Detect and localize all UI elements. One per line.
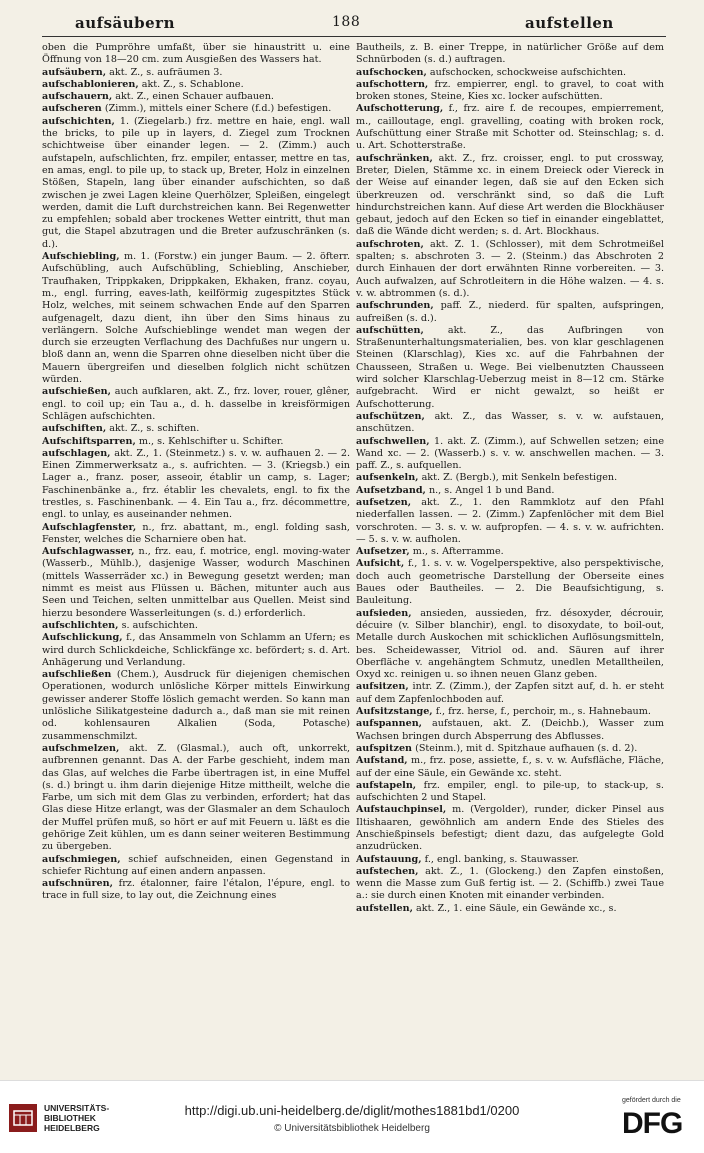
- entry-lemma: aufspitzen: [356, 742, 413, 754]
- entry-text: f., das Ansammeln von Schlamm an Ufern; es wird durch Schlickdeiche, Schlickfänge xc. befördert; s. d. Art. Anhägerung und Verlandung.: [42, 632, 350, 668]
- dictionary-entry: [356, 325, 664, 411]
- dictionary-entry: [42, 854, 350, 879]
- dictionary-entry: [42, 436, 350, 448]
- entry-text: akt. Z., s. aufräumen 3.: [109, 66, 223, 78]
- dictionary-entry: [42, 522, 350, 547]
- dictionary-entry: [42, 632, 350, 669]
- entry-lemma: Aufschlickung,: [42, 632, 123, 644]
- dictionary-entry: [356, 608, 664, 682]
- entry-text: f., frz. aire f. de recoupes, empierrement, m., cailloutage, engl. gravelling, coating with broken rock, Aufschüttung einer Straße mit Schotter od. Steinschlag; s. d. u. Art. Schotterstraße.: [356, 103, 664, 152]
- entry-lemma: Aufsetzband,: [356, 484, 426, 496]
- entry-lemma: aufschränken,: [356, 152, 433, 164]
- dictionary-entry: [356, 153, 664, 239]
- entry-text: auch aufklaren, akt. Z., frz. lover, rouer, glêner, engl. to coil up; ein Tau a., d. h. dasselbe in kreisförmigen Schlägen aufschichten.: [42, 386, 350, 422]
- entry-lemma: aufschwellen,: [356, 435, 430, 447]
- dictionary-entry: [356, 436, 664, 473]
- header-rule: [42, 36, 666, 37]
- entry-lemma: aufschablonieren,: [42, 78, 139, 90]
- header-left-word: aufsäubern: [75, 14, 175, 32]
- entry-lemma: aufsieden,: [356, 607, 412, 619]
- entry-text: frz. empiler, engl. to pile-up, to stack-up, s. aufschichten 2 und Stapel.: [356, 779, 664, 804]
- entry-lemma: Aufstauung,: [356, 853, 422, 865]
- entry-text: oben die Pumpröhre umfaßt, über sie hinaustritt u. eine Öffnung von 18—20 cm. zum Ausgießen des Wassers hat.: [42, 42, 350, 66]
- entry-lemma: aufschlichten,: [42, 619, 119, 631]
- dictionary-entry: [356, 300, 664, 325]
- entry-text: s. aufschichten.: [121, 619, 198, 631]
- entry-text: akt. Z., 1. eine Säule, ein Gewände xc., s.: [416, 902, 617, 914]
- entry-text: akt. Z., 1. (Steinmetz.) s. v. w. aufhauen 2. — 2. Einen Zimmerwerksatz a., s. aufrichten. — 3. (Kriegsb.) ein Lager a., franz. poser, asseoir, établir un camp, s. Lager; Faschinenbänke a., frz. établir les chevalets, engl. to fix the trestles, s. Faschinenbank. — 4. Ein Tau a., frz. décommettre, engl. to unlay, es auseinander nehmen.: [42, 447, 350, 521]
- dictionary-entry: [356, 411, 664, 436]
- entry-text: m., s. Afterramme.: [412, 546, 504, 558]
- dictionary-entry: [356, 558, 664, 607]
- entry-lemma: aufsäubern,: [42, 66, 107, 78]
- entry-text: akt. Z., 1. (Glockeng.) den Zapfen einstoßen, wenn die Masse zum Guß fertig ist. — 2. (Schiffb.) zwei Taue a.: sie durch einen Knoten mit einander verbinden.: [356, 865, 664, 902]
- right-column: [356, 42, 664, 1074]
- header-right-word: aufstellen: [525, 14, 614, 32]
- dictionary-entry: [356, 546, 664, 558]
- entry-text: f., 1. s. v. w. Vogelperspektive, also perspektivische, doch auch geometrische Darstellung der Oberseite eines Baues oder Bautheiles. — 2. Die Beaufsichtigung, s. Bauleitung.: [356, 558, 664, 607]
- dictionary-entry: [356, 239, 664, 300]
- dictionary-entry: [356, 854, 664, 866]
- dictionary-entry: [356, 804, 664, 853]
- entry-text: n., frz. eau, f. motrice, engl. moving-water (Wasserb., Mühlb.), dasjenige Wasser, wodurch Maschinen (mittels Wasserräder xc.) in Bewegung gesetzt werden; man nimmt es meist aus Flüssen u. Bächen, mitunter auch aus Seen und Teichen, selten unmittelbar aus Quellen. Meist sind hierzu besondere Wasserleitungen (s. d.) erforderlich.: [42, 546, 350, 619]
- dictionary-entry: [356, 706, 664, 718]
- entry-lemma: Aufstand,: [356, 755, 408, 767]
- dfg-logo: DFG: [622, 1107, 683, 1140]
- entry-text: akt. Z. (Bergb.), mit Senkeln befestigen.: [421, 472, 618, 484]
- institution-name: UNIVERSITÄTS-BIBLIOTHEK HEIDELBERG: [44, 1103, 110, 1133]
- entry-lemma: aufschroten,: [356, 238, 424, 250]
- entry-text: (Zimm.), mittels einer Schere (f.d.) befestigen.: [104, 103, 332, 115]
- copyright-line: [0, 1123, 704, 1134]
- dictionary-entry: [42, 620, 350, 632]
- entry-text: n., frz. abattant, m., engl. folding sash, Fenster, welches die Scharniere oben hat.: [42, 521, 350, 545]
- entry-lemma: Aufsetzer,: [356, 546, 410, 558]
- dictionary-entry: [356, 485, 664, 497]
- entry-lemma: aufschiften,: [42, 423, 107, 435]
- dictionary-entry: [356, 866, 664, 903]
- entry-lemma: aufschmiegen,: [42, 853, 121, 865]
- entry-text: 1. akt. Z. (Zimm.), auf Schwellen setzen; eine Wand xc. — 2. (Wasserb.) s. v. w. anschwellen machen. — 3. paff. Z., s. aufquellen.: [356, 435, 664, 472]
- dictionary-entry: [42, 91, 350, 103]
- entry-text: (Chem.), Ausdruck für diejenigen chemischen Operationen, wodurch unlösliche Körper mittels Einwirkung gewisser anderer Stoffe löslich gemacht werden. So kann man unlösliche Silikatgesteine dadurch a., daß man sie mit reinen od. kohlensauren Alkalien (Soda, Potasche) zusammenschmilzt.: [42, 669, 350, 742]
- entry-lemma: aufstellen,: [356, 902, 413, 914]
- entry-lemma: aufschottern,: [356, 78, 429, 90]
- entry-text: 1. (Ziegelarb.) frz. mettre en haie, engl. wall the bricks, to pile up in layers, d. Ziegel zum Trocknen schichtweise über einander legen. — 2. (Zimm.) auch aufstapeln, aufschlichten, frz. empiler, entasser, mettre en tas, en amas, engl. to pile up, to stack up, Breter, Holz in einzelnen Stößen, Stapeln, lang über einander aufschichten, so daß zwischen je zwei Lagen kleine Querhölzer, Spleißen, eingelegt werden, damit die Luft durchstreichen kann. Bei Regenwetter zu empfehlen; sobald aber trockenes Wetter eintritt, thut man gut, die Stapel abzutragen und die Breter aufzuschränken (s. d.).: [42, 115, 350, 250]
- dictionary-entry: [42, 448, 350, 522]
- dictionary-entry: [356, 103, 664, 152]
- entry-lemma: aufschocken,: [356, 66, 427, 78]
- entry-text: schief aufschneiden, einen Gegenstand in schiefer Richtung auf einen andern anpassen.: [42, 853, 350, 877]
- entry-text: ansieden, aussieden, frz. désoxyder, décrouir, décuire (v. Silber blanchir), engl. to disoxydate, to boil-out, Metalle durch Auskochen mit schicklichen Auflösungsmitteln, bes. Scheidewasser, Vitriol od. and. Säuren auf ihrer Oberfläche v. angehängtem Schmutz, unedlen Metalltheilen, Oxyd xc. reinigen u. so ihnen neuen Glanz geben.: [356, 607, 664, 681]
- entry-lemma: Aufschiebling,: [42, 251, 120, 263]
- entry-lemma: aufsetzen,: [356, 496, 412, 508]
- entry-lemma: aufschützen,: [356, 410, 425, 422]
- entry-lemma: aufschichten,: [42, 115, 115, 127]
- entry-text: Bautheils, z. B. einer Treppe, in natürlicher Größe auf dem Schnürboden (s. d.) auftragen.: [356, 42, 664, 66]
- entry-text: intr. Z. (Zimm.), der Zapfen sitzt auf, d. h. er steht auf dem Zapfenlochboden auf.: [356, 681, 664, 705]
- entry-text: akt. Z. 1. (Schlosser), mit dem Schrotmeißel spalten; s. abschroten 3. — 2. (Steinm.) das Abschroten 2 durch Einhauen der dort erwähnten Rinne vorbereiten. — 3. Auch aufwalzen, auf Schrotleitern in die Höhe walzen. — 4. s. v. w. abtrommen (s. d.).: [356, 238, 664, 299]
- entry-lemma: aufschütten,: [356, 324, 424, 336]
- entry-lemma: aufstapeln,: [356, 779, 417, 791]
- dictionary-entry: [42, 42, 350, 67]
- entry-text: akt. Z., einen Schauer aufbauen.: [115, 91, 274, 103]
- dictionary-entry: [42, 743, 350, 854]
- copyright-holder: Universitätsbibliothek Heidelberg: [284, 1123, 430, 1134]
- entry-text: frz. empierrer, engl. to gravel, to coat with broken stones, Steine, Kies xc. locker aufschütten.: [356, 78, 664, 103]
- entry-text: m., s. Kehlschifter u. Schifter.: [138, 435, 284, 447]
- dictionary-entry: [42, 67, 350, 79]
- dictionary-entry: [42, 878, 350, 903]
- entry-text: (Steinm.), mit d. Spitzhaue aufhauen (s. d. 2).: [415, 742, 638, 754]
- footer-bar: [0, 1080, 704, 1153]
- entry-text: akt. Z., das Wasser, s. v. w. aufstauen, anschützen.: [356, 410, 664, 435]
- entry-lemma: aufschließen: [42, 669, 112, 681]
- dictionary-entry: [356, 743, 664, 755]
- entry-text: aufschocken, schockweise aufschichten.: [429, 66, 627, 78]
- entry-lemma: aufstechen,: [356, 865, 419, 877]
- left-column: [42, 42, 350, 1074]
- entry-lemma: aufscheren: [42, 103, 102, 115]
- dictionary-entry: [356, 42, 664, 67]
- dictionary-entry: [42, 546, 350, 620]
- dictionary-entry: [356, 79, 664, 104]
- entry-lemma: Aufschlagwasser,: [42, 546, 135, 558]
- entry-lemma: aufsenkeln,: [356, 472, 419, 484]
- entry-text: m. 1. (Forstw.) ein junger Baum. — 2. öfterr. Aufschübling, auch Aufschübling, Schiebling, Anschieber, Traufhaken, Trippkaken, Drippkaken, Ekhaken, franz. coyau, m., engl. furring, eaves-lath, keilförmig zugespitztes Stück Holz, welches, mit seinem schwachen Ende auf den Sparren aufgenagelt, dazu dient, ihn über den Sims hinaus zu verlängern. Solche Aufschieblinge wendet man wegen der durch sie erzeugten Verflachung des Dachfußes nur ungern u. bloß dann an, wenn die Sparren ohne dieselben nicht über die Mauern übergreifen und dieselben folglich nicht schützen würden.: [42, 251, 350, 386]
- entry-lemma: aufschmelzen,: [42, 742, 120, 754]
- entry-lemma: aufsitzen,: [356, 681, 409, 693]
- dictionary-entry: [356, 780, 664, 805]
- entry-text: akt. Z., das Aufbringen von Straßenunterhaltungsmaterialien, bes. von klar geschlagenen Steinen (Klarschlag), Kies xc. auf die Fahrbahnen der Chausseen, Straßen u. Wege. Bei vielbenutzten Chausseen wird solcher Klarschlag-Ueberzug meist in 8—12 cm. Stärke aufgebracht. Wird er nicht gewalzt, so heißt er Aufschotterung.: [356, 324, 664, 410]
- dictionary-entry: [356, 67, 664, 79]
- entry-lemma: aufschnüren,: [42, 878, 113, 890]
- dictionary-entry: [42, 116, 350, 251]
- entry-lemma: aufspannen,: [356, 718, 423, 730]
- dictionary-entry: [356, 755, 664, 780]
- dictionary-entry: [42, 386, 350, 423]
- funding-caption: gefördert durch die: [622, 1097, 681, 1104]
- entry-lemma: aufschießen,: [42, 386, 111, 398]
- entry-text: n., s. Angel 1 b und Band.: [428, 484, 555, 496]
- dictionary-entry: [356, 681, 664, 706]
- dictionary-entry: [42, 423, 350, 435]
- entry-lemma: aufschauern,: [42, 91, 113, 103]
- dictionary-entry: [356, 497, 664, 546]
- entry-lemma: Aufschotterung,: [356, 103, 444, 115]
- entry-text: akt. Z., 1. den Rammklotz auf den Pfahl niederfallen lassen. — 2. (Zimm.) Zapfenlöcher mit dem Biel vorschroten. — 3. s. v. w. aufpropfen. — 4. s. v. w. aufrichten. — 5. s. v. w. aufholen.: [356, 496, 664, 545]
- entry-text: aufstauen, akt. Z. (Deichb.), Wasser zum Wachsen bringen durch Absperrung des Abflusses.: [356, 718, 664, 742]
- dictionary-entry: [42, 669, 350, 743]
- permalink-url[interactable]: http://digi.ub.uni-heidelberg.de/diglit/mothes1881bd1/0200: [184, 1103, 520, 1118]
- dictionary-entry: [356, 472, 664, 484]
- entry-text: akt. Z., s. schiften.: [109, 423, 200, 435]
- copyright-icon: ©: [274, 1123, 282, 1134]
- entry-text: paff. Z., niederd. für spalten, aufspringen, aufreißen (s. d.).: [356, 300, 664, 324]
- dictionary-entry: [42, 251, 350, 386]
- entry-lemma: aufschrunden,: [356, 300, 434, 312]
- entry-lemma: Aufsicht,: [356, 558, 405, 570]
- dictionary-entry: [42, 103, 350, 115]
- entry-lemma: Aufsitzstange,: [356, 706, 433, 718]
- entry-lemma: aufschlagen,: [42, 447, 111, 459]
- dictionary-entry: [356, 903, 664, 915]
- dictionary-entry: [42, 79, 350, 91]
- page-number: 188: [332, 14, 361, 30]
- entry-lemma: Aufschlagfenster,: [42, 521, 137, 533]
- entry-text: frz. étalonner, faire l'étalon, l'épure, engl. to trace in full size, to lay out, die Zeichnung eines: [42, 878, 350, 902]
- entry-text: f., engl. banking, s. Stauwasser.: [424, 853, 579, 865]
- entry-lemma: Aufstauchpinsel,: [356, 804, 447, 816]
- entry-text: akt. Z., frz. croisser, engl. to put crossway, Breter, Dielen, Stämme xc. in einem Dreieck oder Viereck in der Weise auf einander legen, daß sie auf den Ecken sich überkreuzen od. verschränkt sind, so daß die Luft hindurchstreichen kann. Auf diese Art werden die Blockhäuser gebaut, jedoch auf den Ecken so tief in einander eingeblattet, daß die Wände dicht werden; s. d. Art. Blockhaus.: [356, 152, 664, 238]
- dictionary-entry: [356, 718, 664, 743]
- entry-text: akt. Z. (Glasmal.), auch oft, unkorrekt, aufbrennen genannt. Das A. der Farbe geschieht, indem man das Glas, auf welches die Farbe übertragen ist, in eine Muffel (s. d.) bringt u. ihm darin diejenige Hitze mittheilt, welche die Farbe, um sich mit dem Glas zu verbinden, erfordert; hat das Glas diese Hitze erlangt, was der Glasmaler an dem Schauloch der Muffel prüfen muß, so hört er auf mit Feuern u. läßt es die gehörige Zeit kühlen, um es dann seiner weiteren Bestimmung zu übergeben.: [42, 742, 350, 853]
- entry-text: m. (Vergolder), runder, dicker Pinsel aus Iltishaaren, gewöhnlich am andern Ende des Stieles des Anschießpinsels befestigt; dient dazu, das aufgelegte Gold anzudrücken.: [356, 804, 664, 853]
- entry-text: akt. Z., s. Schablone.: [141, 78, 244, 90]
- entry-text: m., frz. pose, assiette, f., s. v. w. Aufsfläche, Fläche, auf der eine Säule, ein Gewände xc. steht.: [356, 755, 664, 779]
- entry-lemma: Aufschiftsparren,: [42, 435, 136, 447]
- entry-text: f., frz. herse, f., perchoir, m., s. Hahnebaum.: [435, 706, 651, 718]
